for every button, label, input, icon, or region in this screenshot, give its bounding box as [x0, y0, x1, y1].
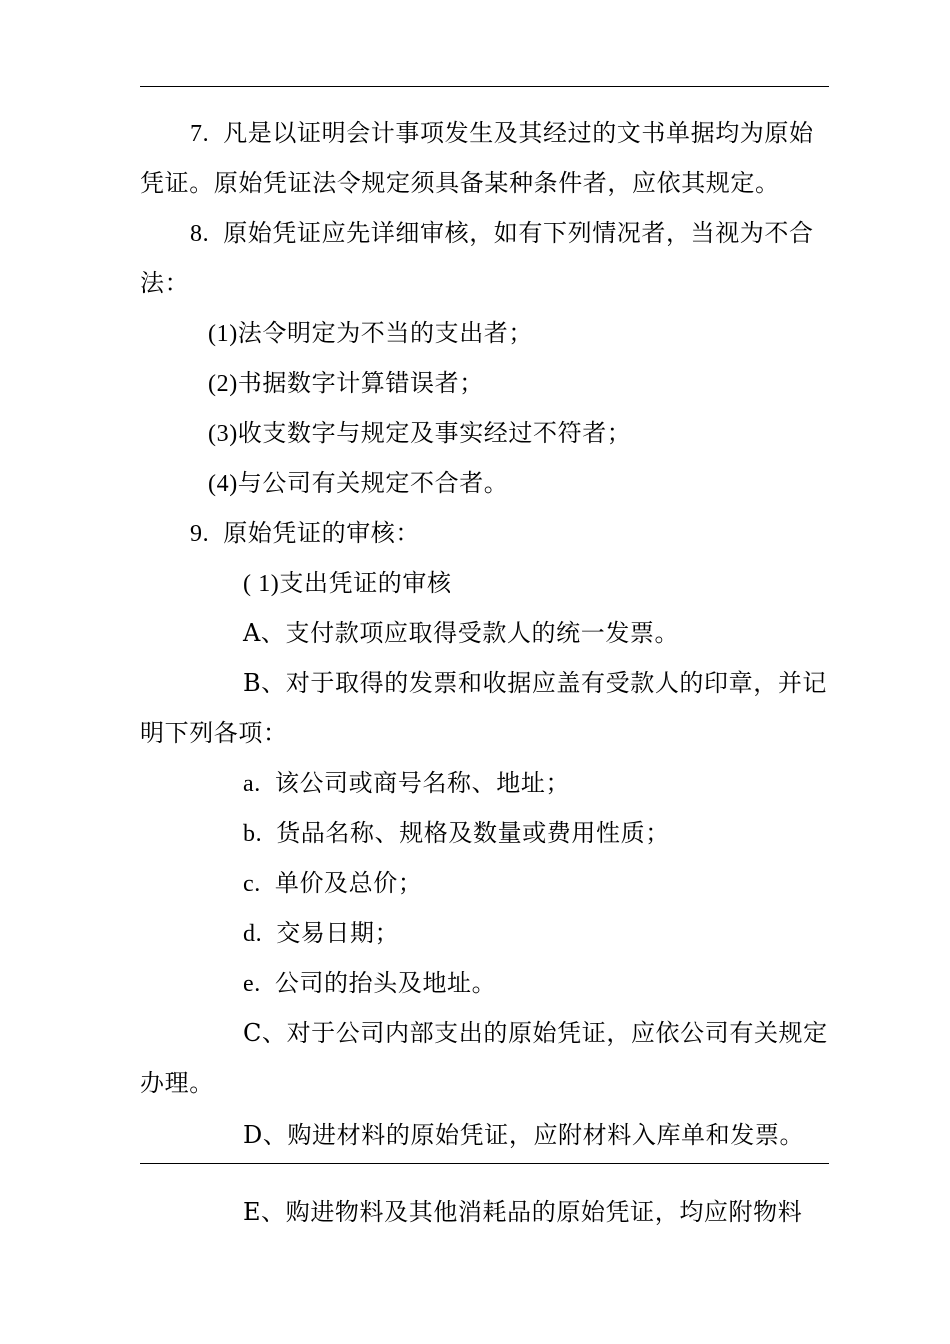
item-number: ( 1) — [243, 571, 280, 597]
list-item-2 — [208, 368, 484, 399]
subsection-heading — [243, 568, 452, 599]
sub-item-e — [243, 968, 496, 999]
sub-item-text: 公司的抬头及地址。 — [274, 969, 497, 997]
paragraph-7 — [190, 118, 814, 149]
item-number: (3) — [208, 421, 238, 447]
item-number: 8. — [190, 221, 210, 247]
sub-item-b — [243, 818, 670, 849]
item-letter: b. — [243, 821, 263, 847]
list-item-4 — [208, 468, 508, 499]
clause-text: A、支付款项应取得受款人的统一发票。 — [243, 619, 680, 647]
sub-item-a — [243, 768, 570, 799]
list-item-text: 法令明定为不当的支出者； — [237, 319, 533, 347]
sub-item-d — [243, 918, 399, 949]
clause-b-continued — [140, 718, 288, 748]
clause-text: E、购进物料及其他消耗品的原始凭证，均应附物料 — [243, 1198, 803, 1226]
paragraph-9 — [190, 518, 420, 549]
list-item-text: 收支数字与规定及事实经过不符者； — [237, 419, 632, 447]
item-letter: c. — [243, 871, 261, 897]
paragraph-text: 凭证。原始凭证法令规定须具备某种条件者，应依其规定。 — [140, 169, 780, 197]
item-number: (1) — [208, 321, 238, 347]
list-item-3 — [208, 418, 631, 449]
item-letter: e. — [243, 971, 261, 997]
clause-text: 明下列各项： — [140, 719, 288, 747]
paragraph-text: 法： — [140, 269, 190, 297]
paragraph-8 — [190, 218, 814, 249]
clause-text: C、对于公司内部支出的原始凭证，应依公司有关规定 — [243, 1019, 828, 1047]
clause-b — [243, 668, 827, 698]
sub-item-text: 交易日期； — [276, 919, 400, 947]
clause-a — [243, 618, 679, 648]
page-break-rule — [140, 1163, 829, 1164]
item-letter: d. — [243, 921, 263, 947]
paragraph-8-continued — [140, 268, 189, 298]
item-number: 7. — [190, 121, 210, 147]
clause-c-continued — [140, 1068, 214, 1098]
item-number: (2) — [208, 371, 238, 397]
sub-item-text: 货品名称、规格及数量或费用性质； — [276, 819, 670, 847]
item-number: 9. — [190, 521, 210, 547]
paragraph-7-continued — [140, 168, 780, 198]
list-item-text: 与公司有关规定不合者。 — [237, 469, 509, 497]
paragraph-text: 原始凭证的审核： — [223, 519, 421, 547]
item-letter: a. — [243, 771, 261, 797]
clause-c — [243, 1018, 828, 1048]
paragraph-text: 原始凭证应先详细审核，如有下列情况者，当视为不合 — [223, 219, 814, 247]
sub-item-c — [243, 868, 422, 899]
clause-text: D、购进材料的原始凭证，应附材料入库单和发票。 — [243, 1121, 805, 1149]
item-number: (4) — [208, 471, 238, 497]
clause-text: 办理。 — [140, 1069, 214, 1097]
sub-item-text: 该公司或商号名称、地址； — [274, 769, 571, 797]
clause-d — [243, 1120, 804, 1150]
top-rule — [140, 86, 829, 87]
sub-item-text: 单价及总价； — [274, 869, 423, 897]
paragraph-text: 凡是以证明会计事项发生及其经过的文书单据均为原始 — [223, 119, 814, 147]
list-item-1 — [208, 318, 533, 349]
list-item-text: 书据数字计算错误者； — [237, 369, 484, 397]
clause-text: B、对于取得的发票和收据应盖有受款人的印章，并记 — [243, 669, 828, 697]
subsection-text: 支出凭证的审核 — [279, 569, 452, 597]
clause-e — [243, 1197, 802, 1227]
